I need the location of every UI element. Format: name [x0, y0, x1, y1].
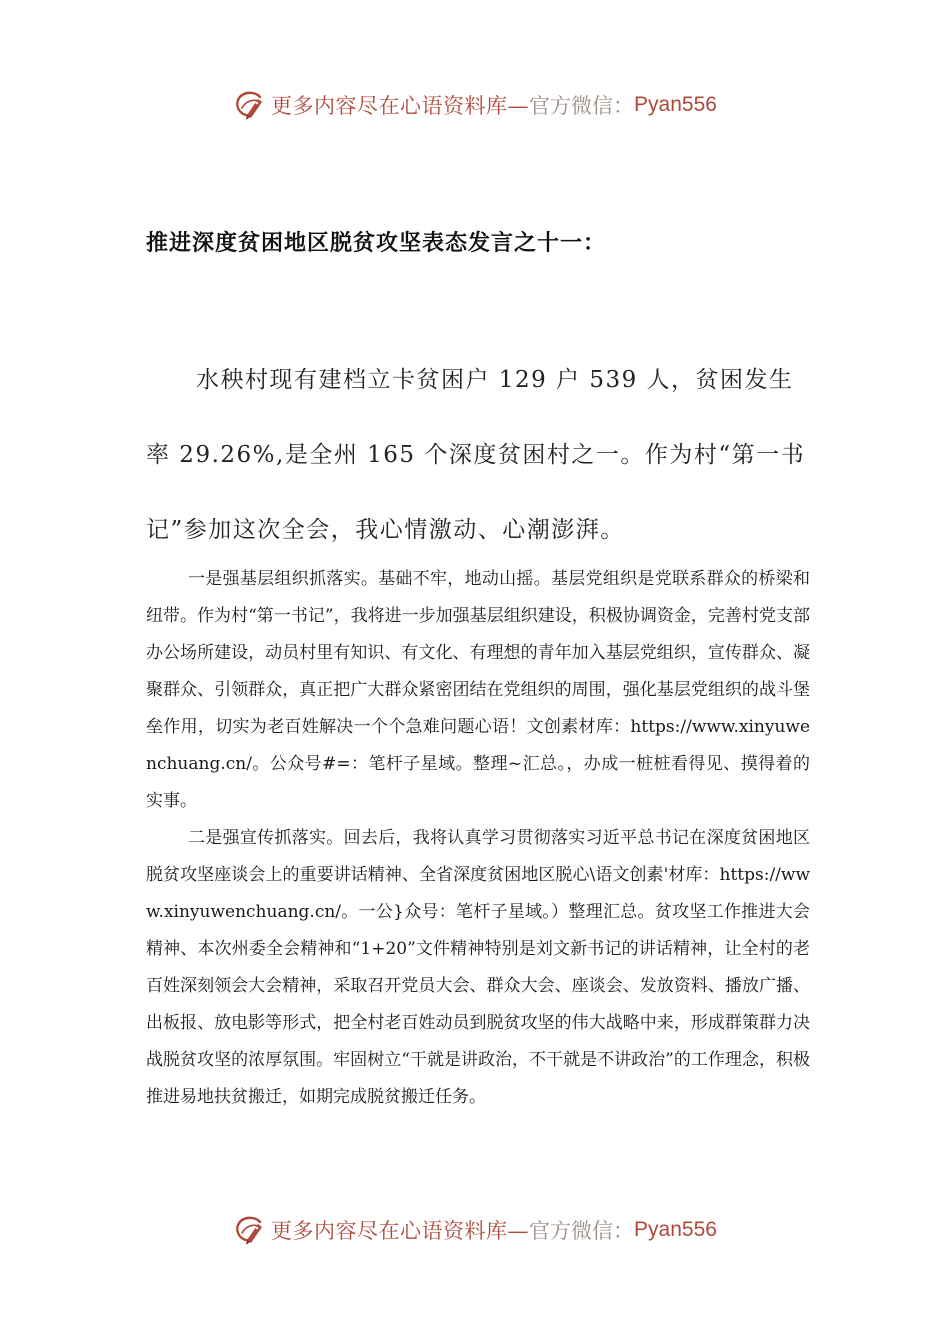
watermark-wechat-id: Pyan556 [634, 1218, 717, 1241]
pen-nib-swirl-icon [233, 88, 267, 122]
header-watermark [0, 80, 950, 130]
pen-nib-swirl-icon [233, 1213, 267, 1247]
watermark-wechat-id: Pyan556 [634, 93, 717, 116]
watermark-wechat-label: 官方微信： [529, 94, 635, 118]
watermark-text: 更多内容尽在心语资料库— [271, 1219, 530, 1243]
watermark-text: 更多内容尽在心语资料库— [271, 94, 530, 118]
watermark-wechat-label: 官方微信： [529, 1219, 635, 1243]
document-title: 推进深度贫困地区脱贫攻坚表态发言之十一： [146, 230, 607, 256]
body-paragraph-1: 一是强基层组织抓落实。基础不牢，地动山摇。基层党组织是党联系群众的桥梁和纽带。作为村“第一书记”，我将进一步加强基层组织建设，积极协调资金，完善村党支部办公场所建设，动员村里有知识、有文化、有理想的青年加入基层党组织，宣传群众、凝聚群众、引领群众，真正把广大群众紧密团结在党组织的周围，强化基层党组织的战斗堡垒作用，切实为老百姓解决一个个急难问题心语！文创素材库：https://www.xinyuwenchuang.cn/。公众号#=：笔杆子星域。整理~汇总。，办成一桩桩看得见、摸得着的实事。 [146, 569, 810, 811]
body-paragraph-2: 二是强宣传抓落实。回去后，我将认真学习贯彻落实习近平总书记在深度贫困地区脱贫攻坚座谈会上的重要讲话精神、全省深度贫困地区脱心\语文创素'材库：https://www.xinyuwenchuang.cn/。一公}众号：笔杆子星域。）整理汇总。贫攻坚工作推进大会精神、本次州委全会精神和“1+20”文件精神特别是刘文新书记的讲话精神，让全村的老百姓深刻领会大会精神，采取召开党员大会、群众大会、座谈会、发放资料、播放广播、出板报、放电影等形式，把全村老百姓动员到脱贫攻坚的伟大战略中来，形成群策群力决战脱贫攻坚的浓厚氛围。牢固树立“干就是讲政治，不干就是不讲政治”的工作理念，积极推进易地扶贫搬迁，如期完成脱贫搬迁任务。 [146, 828, 810, 1107]
footer-watermark [0, 1205, 950, 1255]
lead-paragraph: 水秧村现有建档立卡贫困户 129 户 539 人，贫困发生率 29.26%,是全州 165 个深度贫困村之一。作为村“第一书记”参加这次全会，我心情激动、心潮澎湃。 [146, 367, 806, 543]
